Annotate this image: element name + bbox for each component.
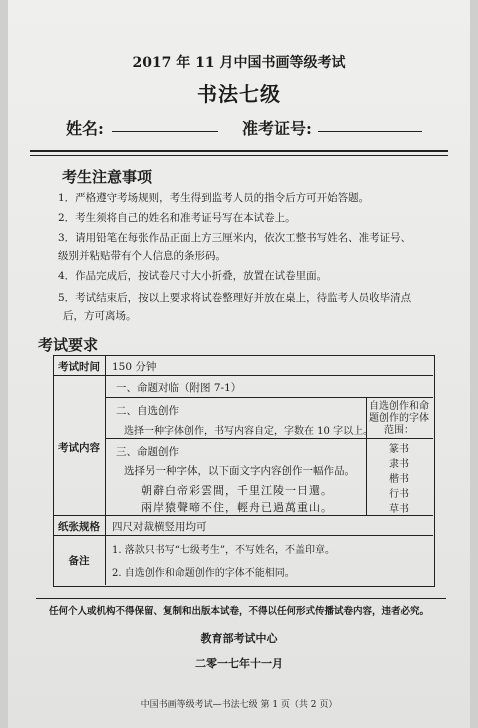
poem-line-1: 朝辭白帝彩雲間，千里江陵一日還。	[141, 484, 333, 497]
exam-time-label: 考试时间	[58, 361, 100, 373]
table-col-divider	[105, 355, 106, 585]
note-item: 1．严格遵守考场规则，考生得到监考人员的指令后方可开始答题。	[58, 192, 370, 204]
paper-spec-value: 四尺对裁横竖用均可	[112, 521, 207, 533]
notes-title: 考生注意事项	[62, 168, 153, 186]
part1-text: 一、命题对临（附图 7-1）	[116, 382, 242, 394]
name-underline	[112, 130, 218, 132]
poem-line-2: 兩岸猿聲啼不住，輕舟已過萬重山。	[141, 501, 333, 514]
issuing-organization: 教育部考试中心	[200, 632, 278, 645]
table-row-divider	[105, 397, 433, 398]
script-range-note: 自选创作和命题创作的字体范围：	[369, 401, 429, 436]
part2-desc: 选择一种字体创作，书写内容自定，字数在 10 字以上。	[124, 426, 374, 437]
note-item: 级别并粘贴带有个人信息的条形码。	[58, 250, 226, 262]
exam-id-underline	[318, 130, 422, 132]
name-label: 姓名:	[66, 119, 104, 138]
paper-spec-label: 纸张规格	[58, 521, 100, 533]
table-row-divider	[53, 535, 433, 536]
note-item: 4．作品完成后，按试卷尺寸大小折叠，放置在试卷里面。	[58, 270, 328, 282]
script-option: 楷书	[389, 474, 409, 485]
table-col-divider	[366, 397, 367, 515]
note-item: 5．考试结束后，按以上要求将试卷整理好并放在桌上，待监考人员收毕清点	[58, 292, 412, 304]
remark-1: 1. 落款只书写“七级考生”，不写姓名，不盖印章。	[112, 545, 335, 556]
note-item: 3．请用铅笔在每张作品正面上方三厘米内，依次工整书写姓名、准考证号、	[58, 232, 412, 244]
requirements-title: 考试要求	[38, 336, 99, 354]
script-option: 行书	[389, 489, 409, 500]
part3-title: 三、命题创作	[116, 446, 179, 458]
script-option: 篆书	[389, 444, 409, 455]
issue-date: 二零一七年十一月	[195, 657, 283, 670]
table-row-divider	[105, 438, 433, 439]
header-rule-thin	[30, 155, 448, 156]
part2-title: 二、自选创作	[116, 405, 179, 417]
remark-2: 2. 自选创作和命题创作的字体不能相同。	[112, 568, 295, 579]
exam-time-value: 150 分钟	[112, 361, 157, 373]
copyright-warning: 任何个人或机构不得保留、复制和出版本试卷，不得以任何形式传播试卷内容，违者必究。	[48, 606, 429, 617]
page-footer: 中国书画等级考试—书法七级 第 1 页（共 2 页）	[140, 700, 338, 710]
exam-content-label: 考试内容	[58, 442, 100, 454]
table-row-divider	[53, 375, 433, 376]
note-item: 后，方可离场。	[63, 310, 137, 322]
footer-rule	[36, 598, 446, 599]
script-option: 草书	[389, 504, 409, 515]
remarks-label: 备注	[68, 555, 90, 567]
exam-paper	[8, 0, 470, 728]
exam-id-label: 准考证号:	[242, 119, 312, 138]
part3-desc: 选择另一种字体，以下面文字内容创作一幅作品。	[124, 465, 355, 477]
subject-title: 书法七级	[197, 82, 281, 106]
exam-title: 2017 年 11 月中国书画等级考试	[132, 55, 346, 71]
note-item: 2．考生须将自己的姓名和准考证号写在本试卷上。	[58, 212, 296, 224]
script-option: 隶书	[389, 459, 409, 470]
header-rule-thick	[30, 150, 448, 152]
table-row-divider	[53, 515, 433, 516]
